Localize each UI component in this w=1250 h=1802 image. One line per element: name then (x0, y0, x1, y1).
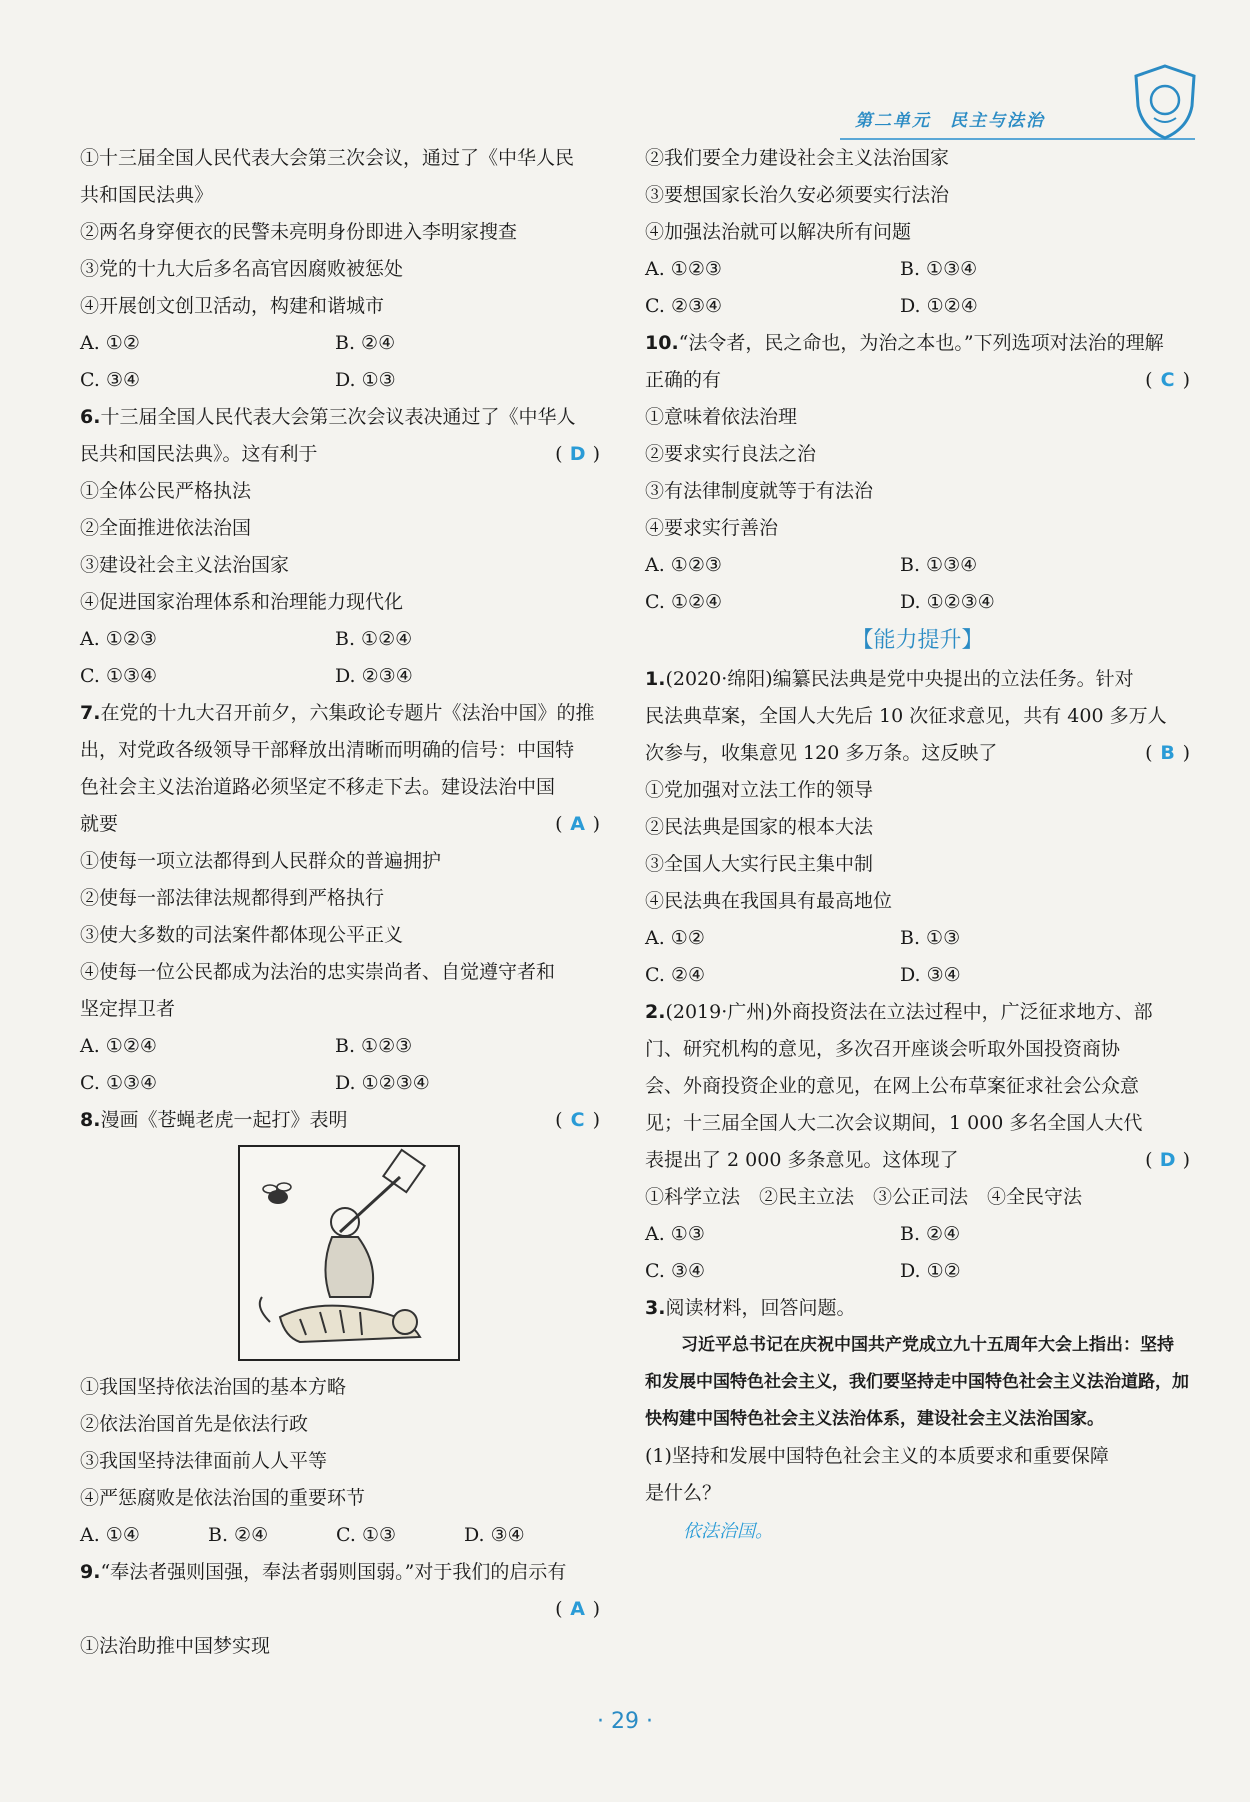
choice-item: ①法治助推中国梦实现 (80, 1635, 271, 1657)
section-heading: 【能力提升】 (851, 628, 984, 653)
question-7-stem (80, 695, 600, 732)
option-c: C. ②③④ (645, 295, 723, 317)
stem-text: 就要 (80, 813, 119, 835)
question-6-options (80, 621, 600, 658)
practice-2-options (645, 1216, 1190, 1253)
practice-3-stem (645, 1290, 1190, 1327)
choice-item: ③建设社会主义法治国家 (80, 554, 290, 576)
question-10-stem (645, 325, 1190, 362)
choice-item: ④加强法治就可以解决所有问题 (645, 221, 912, 243)
question-number: 10. (645, 332, 679, 354)
option-a: A. ①②④ (80, 1035, 157, 1057)
practice-2-stem: 门、研究机构的意见，多次召开座谈会听取外国投资商协 (645, 1038, 1121, 1060)
choice-item: ③有法律制度就等于有法治 (645, 480, 874, 502)
practice-2-stem (645, 994, 1190, 1031)
intro-line: ②两名身穿便衣的民警未亮明身份即进入李明家搜查 (80, 221, 518, 243)
answer-bracket: ( D ) (555, 436, 600, 473)
option-b: B. ①③ (900, 927, 961, 949)
choice-item: ③我国坚持法律面前人人平等 (80, 1450, 328, 1472)
practice-1-stem (645, 735, 1190, 772)
choice-item: 坚定捍卫者 (80, 998, 176, 1020)
page-number: · 29 · (597, 1709, 653, 1734)
option-b: B. ②④ (900, 1223, 961, 1245)
answer-bracket: ( A ) (555, 806, 600, 843)
question-number: 6. (80, 406, 101, 428)
stem-text: (2020·绵阳)编纂民法典是党中央提出的立法任务。针对 (665, 668, 1134, 690)
choice-item: ①全体公民严格执法 (80, 480, 252, 502)
option-d: D. ③④ (464, 1524, 525, 1546)
option-a: A. ①②③ (80, 628, 157, 650)
choice-item: ②民法典是国家的根本大法 (645, 816, 874, 838)
option-b: B. ①②③ (335, 1035, 413, 1057)
question-9-stem (80, 1554, 600, 1591)
choice-item: ④使每一位公民都成为法治的忠实崇尚者、自觉遵守者和 (80, 961, 556, 983)
option-a: A. ①② (645, 927, 705, 949)
answer-letter: A (570, 813, 585, 835)
choice-item: ④严惩腐败是依法治国的重要环节 (80, 1487, 366, 1509)
option-c: C. ③④ (645, 1260, 706, 1282)
option-c: C. ①②④ (645, 591, 723, 613)
answer-letter: D (1159, 1149, 1176, 1171)
choice-item: ①意味着依法治理 (645, 406, 798, 428)
option-b: B. ①③④ (900, 554, 978, 576)
intro-options (80, 325, 600, 362)
question-7-options (80, 1065, 600, 1102)
choice-item: ③要想国家长治久安必须要实行法治 (645, 184, 950, 206)
question-9-options (645, 288, 1190, 325)
answer-bracket: ( A ) (555, 1591, 600, 1628)
option-d: D. ①②③④ (335, 1072, 430, 1094)
question-10-options (645, 584, 1190, 621)
choice-item: ①我国坚持依法治国的基本方略 (80, 1376, 347, 1398)
answer-bracket: ( C ) (555, 1102, 600, 1139)
option-c: C. ①③ (336, 1524, 397, 1546)
cartoon-image (238, 1145, 460, 1361)
option-a: A. ①②③ (645, 554, 722, 576)
option-a: A. ①② (80, 332, 140, 354)
stem-text: (2019·广州)外商投资法在立法过程中，广泛征求地方、部 (665, 1001, 1153, 1023)
question-7-stem: 色社会主义法治道路必须坚定不移走下去。建设法治中国 (80, 776, 556, 798)
question-6-stem (80, 399, 600, 436)
handwritten-answer: 依法治国。 (683, 1521, 773, 1542)
practice-1-stem (645, 661, 1190, 698)
stem-text: 表提出了 2 000 多条意见。这体现了 (645, 1149, 959, 1171)
option-c: C. ②④ (645, 964, 706, 986)
practice-2-stem: 见；十三届全国人大二次会议期间，1 000 多名全国人大代 (645, 1112, 1143, 1134)
question-10-options (645, 547, 1190, 584)
option-b: B. ①③④ (900, 258, 978, 280)
practice-1-stem: 民法典草案，全国人大先后 10 次征求意见，共有 400 多万人 (645, 705, 1167, 727)
option-b: B. ①②④ (335, 628, 413, 650)
option-c: C. ③④ (80, 369, 141, 391)
practice-1-options (645, 957, 1190, 994)
question-8-stem (80, 1102, 600, 1139)
question-number: 8. (80, 1109, 101, 1131)
answer-letter: C (570, 1109, 585, 1131)
option-a: A. ①④ (80, 1524, 140, 1546)
answer-bracket: ( B ) (1145, 735, 1190, 772)
choice-item: ②使每一部法律法规都得到严格执行 (80, 887, 385, 909)
question-7-options (80, 1028, 600, 1065)
answer-letter: D (569, 443, 586, 465)
sub-question: (1)坚持和发展中国特色社会主义的本质要求和重要保障 (645, 1445, 1109, 1467)
answer-letter: A (570, 1598, 585, 1620)
option-a: A. ①②③ (645, 258, 722, 280)
intro-line: ③党的十九大后多名高官因腐败被惩处 (80, 258, 404, 280)
option-b: B. ②④ (335, 332, 396, 354)
question-7-stem: 出，对党政各级领导干部释放出清晰而明确的信号：中国特 (80, 739, 575, 761)
option-d: D. ①② (900, 1260, 961, 1282)
stem-text: “法令者，民之命也，为治之本也。”下列选项对法治的理解 (678, 332, 1164, 354)
choice-item: ②我们要全力建设社会主义法治国家 (645, 147, 950, 169)
answer-bracket: ( D ) (1145, 1142, 1190, 1179)
intro-line: 共和国民法典》 (80, 184, 214, 206)
choice-item: ②要求实行良法之治 (645, 443, 817, 465)
option-b: B. ②④ (208, 1524, 269, 1546)
option-d: D. ①②④ (900, 295, 978, 317)
answer-bracket: ( C ) (1145, 362, 1190, 399)
option-c: C. ①③④ (80, 665, 158, 687)
choice-item: ③使大多数的司法案件都体现公平正义 (80, 924, 404, 946)
option-d: D. ②③④ (335, 665, 413, 687)
question-number: 1. (645, 668, 666, 690)
option-d: D. ①②③④ (900, 591, 995, 613)
choice-item: ④要求实行善治 (645, 517, 779, 539)
cartoon-drawing-icon (240, 1147, 458, 1359)
choice-item: ④促进国家治理体系和治理能力现代化 (80, 591, 404, 613)
unit-title: 第二单元 民主与法治 (855, 111, 1045, 131)
shield-badge-icon (1130, 62, 1200, 142)
practice-2-stem: 会、外商投资企业的意见，在网上公布草案征求社会公众意 (645, 1075, 1140, 1097)
sub-question: 是什么？ (645, 1482, 722, 1504)
question-number: 2. (645, 1001, 666, 1023)
answer-letter: C (1160, 369, 1175, 391)
question-7-stem (80, 806, 600, 843)
stem-text: 次参与，收集意见 120 多万条。这反映了 (645, 742, 998, 764)
choice-item: ②依法治国首先是依法行政 (80, 1413, 309, 1435)
question-9-options (645, 251, 1190, 288)
choice-item: ①使每一项立法都得到人民群众的普遍拥护 (80, 850, 442, 872)
practice-2-stem (645, 1142, 1190, 1179)
stem-text: 在党的十九大召开前夕，六集政论专题片《法治中国》的推 (100, 702, 595, 724)
question-10-stem (645, 362, 1190, 399)
right-column (645, 140, 1190, 1552)
option-c: C. ①③④ (80, 1072, 158, 1094)
stem-text: “奉法者强则国强，奉法者弱则国弱。”对于我们的启示有 (100, 1561, 567, 1583)
intro-options (80, 362, 600, 399)
question-number: 7. (80, 702, 101, 724)
stem-text: 正确的有 (645, 369, 722, 391)
option-d: D. ①③ (335, 369, 396, 391)
question-6-options (80, 658, 600, 695)
choice-items-line: ①科学立法 ②民主立法 ③公正司法 ④全民守法 (645, 1186, 1083, 1208)
stem-text: 民共和国民法典》。这有利于 (80, 443, 318, 465)
stem-text: 十三届全国人民代表大会第三次会议表决通过了《中华人 (100, 406, 576, 428)
question-8-options (80, 1517, 600, 1554)
question-number: 9. (80, 1561, 101, 1583)
question-6-stem (80, 436, 600, 473)
stem-text: 阅读材料，回答问题。 (665, 1297, 856, 1319)
choice-item: ④民法典在我国具有最高地位 (645, 890, 893, 912)
question-9-answer-line (80, 1591, 600, 1628)
intro-line: ④开展创文创卫活动，构建和谐城市 (80, 295, 385, 317)
choice-item: ③全国人大实行民主集中制 (645, 853, 874, 875)
practice-1-options (645, 920, 1190, 957)
practice-2-options (645, 1253, 1190, 1290)
choice-item: ②全面推进依法治国 (80, 517, 252, 539)
reading-material: 习近平总书记在庆祝中国共产党成立九十五周年大会上指出：坚持和发展中国特色社会主义，我们要坚持走中国特色社会主义法治道路，加快构建中国特色社会主义法治体系，建设社会主义法治国家。 (645, 1335, 1189, 1429)
intro-line: ①十三届全国人民代表大会第三次会议，通过了《中华人民 (80, 147, 575, 169)
left-column (80, 140, 600, 1665)
stem-text: 漫画《苍蝇老虎一起打》表明 (100, 1109, 348, 1131)
answer-letter: B (1160, 742, 1175, 764)
option-a: A. ①③ (645, 1223, 705, 1245)
choice-item: ①党加强对立法工作的领导 (645, 779, 874, 801)
question-number: 3. (645, 1297, 666, 1319)
option-d: D. ③④ (900, 964, 961, 986)
